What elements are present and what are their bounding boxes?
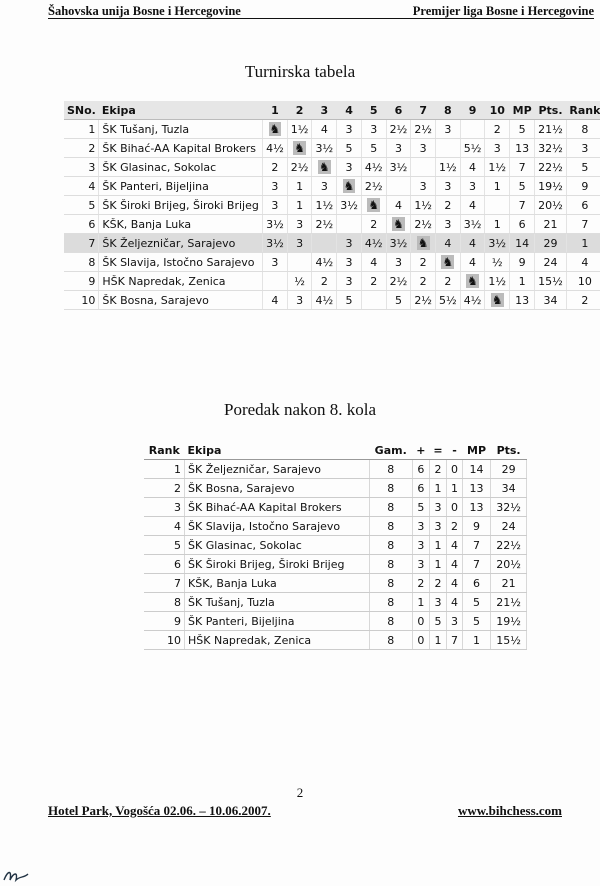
column-header: MP (510, 101, 535, 120)
match-points: 9 (462, 517, 490, 536)
seed-number: 8 (64, 253, 99, 272)
points: 21 (491, 574, 527, 593)
draws: 2 (429, 460, 446, 479)
draws: 3 (429, 517, 446, 536)
result-cell: 3 (337, 158, 362, 177)
match-points: 7 (462, 536, 490, 555)
points: 20½ (491, 555, 527, 574)
result-cell (411, 158, 436, 177)
result-cell: ½ (287, 272, 312, 291)
rank: 1 (566, 234, 600, 253)
result-cell: 4 (460, 234, 485, 253)
rank: 6 (566, 196, 600, 215)
table-row (64, 139, 600, 158)
rank: 3 (566, 139, 600, 158)
result-cell: 1½ (411, 196, 436, 215)
match-points: 13 (462, 479, 490, 498)
points: 24 (535, 253, 567, 272)
result-cell (361, 291, 386, 310)
draws: 2 (429, 574, 446, 593)
match-points: 7 (462, 555, 490, 574)
points: 15½ (491, 631, 527, 650)
losses: 0 (447, 498, 463, 517)
wins: 0 (412, 631, 429, 650)
result-cell: 2½ (287, 158, 312, 177)
result-cell: 3½ (460, 215, 485, 234)
table-row (64, 272, 600, 291)
column-header: Gam. (369, 441, 412, 460)
result-cell: 1½ (485, 158, 510, 177)
page-header (48, 4, 594, 19)
result-cell: 3 (287, 234, 312, 253)
rank: 6 (144, 555, 185, 574)
team-name: ŠK Bosna, Sarajevo (185, 479, 370, 498)
knight-icon: ♞ (318, 160, 330, 174)
result-cell (436, 253, 461, 272)
wins: 2 (412, 574, 429, 593)
table-row (64, 120, 600, 139)
result-cell: 4½ (312, 291, 337, 310)
result-cell: 4 (460, 158, 485, 177)
result-cell (287, 253, 312, 272)
team-name: ŠK Slavija, Istočno Sarajevo (185, 517, 370, 536)
losses: 4 (447, 536, 463, 555)
result-cell: 4 (436, 234, 461, 253)
table-row (64, 291, 600, 310)
points: 22½ (491, 536, 527, 555)
team-name: ŠK Široki Brijeg, Široki Brijeg (99, 196, 263, 215)
column-header: 6 (386, 101, 411, 120)
table-row (144, 536, 527, 555)
seed-number: 1 (64, 120, 99, 139)
standings-title: Poredak nakon 8. kola (223, 400, 377, 419)
team-name: KŠK, Banja Luka (185, 574, 370, 593)
seed-number: 10 (64, 291, 99, 310)
games-played: 8 (369, 574, 412, 593)
result-cell: 3½ (386, 234, 411, 253)
column-header: 2 (287, 101, 312, 120)
result-cell: 2 (411, 272, 436, 291)
column-header: 10 (485, 101, 510, 120)
rank: 2 (144, 479, 185, 498)
seed-number: 4 (64, 177, 99, 196)
result-cell: 4½ (460, 291, 485, 310)
result-cell: 3 (436, 177, 461, 196)
games-played: 8 (369, 479, 412, 498)
result-cell: 1½ (287, 120, 312, 139)
match-points: 13 (510, 291, 535, 310)
result-cell (263, 272, 288, 291)
rank: 7 (144, 574, 185, 593)
table-row (64, 234, 600, 253)
points: 20½ (535, 196, 567, 215)
team-name: ŠK Panteri, Bijeljina (99, 177, 263, 196)
result-cell: 2 (312, 272, 337, 291)
draws: 3 (429, 593, 446, 612)
result-cell: 2½ (411, 215, 436, 234)
team-name: ŠK Bihać-AA Kapital Brokers (99, 139, 263, 158)
result-cell: 1 (287, 177, 312, 196)
result-cell: 2½ (386, 272, 411, 291)
team-name: ŠK Panteri, Bijeljina (185, 612, 370, 631)
column-header: + (412, 441, 429, 460)
rank: 5 (144, 536, 185, 555)
result-cell: 3 (460, 177, 485, 196)
table-row (144, 612, 527, 631)
team-name: ŠK Željezničar, Sarajevo (185, 460, 370, 479)
knight-icon: ♞ (417, 236, 429, 250)
tournament-header-row (64, 101, 600, 120)
games-played: 8 (369, 460, 412, 479)
result-cell (485, 196, 510, 215)
match-points: 5 (510, 177, 535, 196)
result-cell: 4½ (361, 158, 386, 177)
result-cell: 3 (337, 253, 362, 272)
points: 34 (535, 291, 567, 310)
knight-icon: ♞ (393, 217, 404, 231)
team-name: ŠK Bosna, Sarajevo (99, 291, 263, 310)
result-cell (287, 139, 312, 158)
result-cell: 3 (337, 272, 362, 291)
result-cell (386, 177, 411, 196)
games-played: 8 (369, 593, 412, 612)
rank: 9 (144, 612, 185, 631)
draws: 5 (429, 612, 446, 631)
column-header: 3 (312, 101, 337, 120)
points: 34 (491, 479, 527, 498)
team-name: ŠK Glasinac, Sokolac (99, 158, 263, 177)
wins: 3 (412, 536, 429, 555)
rank: 10 (566, 272, 600, 291)
result-cell: 2 (361, 272, 386, 291)
table-row (144, 574, 527, 593)
result-cell: 1½ (312, 196, 337, 215)
result-cell: 3½ (263, 215, 288, 234)
match-points: 1 (462, 631, 490, 650)
header-left-text: Šahovska unija Bosne i Hercegovine (48, 4, 241, 18)
result-cell: 5½ (460, 139, 485, 158)
games-played: 8 (369, 517, 412, 536)
result-cell: 4 (263, 291, 288, 310)
losses: 7 (447, 631, 463, 650)
table-row (64, 215, 600, 234)
result-cell: 4 (460, 253, 485, 272)
footer-website: www.bihchess.com (457, 803, 562, 818)
match-points: 5 (510, 120, 535, 139)
rank: 1 (144, 460, 185, 479)
result-cell: 4 (312, 120, 337, 139)
team-name: HŠK Napredak, Zenica (99, 272, 263, 291)
result-cell: 3 (436, 120, 461, 139)
rank: 5 (566, 158, 600, 177)
wins: 6 (412, 479, 429, 498)
draws: 3 (429, 498, 446, 517)
losses: 3 (447, 612, 463, 631)
table-row (64, 196, 600, 215)
points: 19½ (491, 612, 527, 631)
losses: 2 (447, 517, 463, 536)
points: 24 (491, 517, 527, 536)
rank: 3 (144, 498, 185, 517)
result-cell (337, 177, 362, 196)
result-cell: 2½ (386, 120, 411, 139)
draws: 1 (429, 479, 446, 498)
match-points: 5 (462, 593, 490, 612)
rank: 9 (566, 177, 600, 196)
team-name: ŠK Slavija, Istočno Sarajevo (99, 253, 263, 272)
column-header: - (447, 441, 463, 460)
result-cell: 3 (337, 120, 362, 139)
points: 32½ (491, 498, 527, 517)
result-cell: 2½ (411, 120, 436, 139)
result-cell: 2½ (312, 215, 337, 234)
table-row (144, 555, 527, 574)
match-points: 5 (462, 612, 490, 631)
tournament-title: Turnirska tabela (244, 62, 356, 81)
seed-number: 7 (64, 234, 99, 253)
rank: 8 (566, 120, 600, 139)
table-row (64, 253, 600, 272)
knight-icon: ♞ (294, 141, 306, 155)
result-cell: 3 (386, 139, 411, 158)
column-header: Pts. (535, 101, 567, 120)
result-cell: 4 (460, 196, 485, 215)
result-cell (460, 272, 485, 291)
result-cell: 3 (263, 177, 288, 196)
result-cell: 1 (287, 196, 312, 215)
table-row (144, 631, 527, 650)
table-row (144, 460, 527, 479)
result-cell: 3 (361, 120, 386, 139)
result-cell: 3 (287, 215, 312, 234)
wins: 5 (412, 498, 429, 517)
result-cell: 3 (287, 291, 312, 310)
result-cell: 3½ (386, 158, 411, 177)
draws: 1 (429, 536, 446, 555)
result-cell: 3 (263, 253, 288, 272)
result-cell (386, 215, 411, 234)
result-cell: 3 (337, 234, 362, 253)
rank: 2 (566, 291, 600, 310)
knight-icon: ♞ (343, 179, 355, 193)
match-points: 13 (462, 498, 490, 517)
result-cell: 2 (436, 272, 461, 291)
result-cell: 3 (411, 139, 436, 158)
result-cell: 5½ (436, 291, 461, 310)
team-name: HŠK Napredak, Zenica (185, 631, 370, 650)
result-cell: 1 (485, 215, 510, 234)
match-points: 6 (510, 215, 535, 234)
result-cell: 3 (485, 139, 510, 158)
losses: 4 (447, 574, 463, 593)
match-points: 6 (462, 574, 490, 593)
seed-number: 5 (64, 196, 99, 215)
wins: 6 (412, 460, 429, 479)
result-cell (485, 291, 510, 310)
wins: 3 (412, 517, 429, 536)
table-row (64, 177, 600, 196)
seed-number: 3 (64, 158, 99, 177)
team-name: ŠK Tušanj, Tuzla (99, 120, 263, 139)
result-cell: 3 (436, 215, 461, 234)
games-played: 8 (369, 555, 412, 574)
standings-table (144, 441, 527, 650)
result-cell: 2 (436, 196, 461, 215)
column-header: Ekipa (99, 101, 263, 120)
table-row (144, 498, 527, 517)
result-cell: 5 (386, 291, 411, 310)
draws: 1 (429, 555, 446, 574)
wins: 3 (412, 555, 429, 574)
rank: 7 (566, 215, 600, 234)
result-cell: 2 (361, 215, 386, 234)
points: 15½ (535, 272, 567, 291)
header-right-text: Premijer liga Bosne i Hercegovine (412, 4, 594, 18)
standings-header-row (144, 441, 527, 460)
losses: 4 (447, 593, 463, 612)
points: 32½ (535, 139, 567, 158)
column-header: Pts. (491, 441, 527, 460)
result-cell: ½ (485, 253, 510, 272)
column-header: 1 (263, 101, 288, 120)
match-points: 13 (510, 139, 535, 158)
result-cell (436, 139, 461, 158)
result-cell (411, 234, 436, 253)
team-name: ŠK Bihać-AA Kapital Brokers (185, 498, 370, 517)
match-points: 7 (510, 196, 535, 215)
result-cell (263, 120, 288, 139)
result-cell: 4½ (263, 139, 288, 158)
column-header: Rank (566, 101, 600, 120)
rank: 4 (566, 253, 600, 272)
team-name: ŠK Glasinac, Sokolac (185, 536, 370, 555)
seed-number: 6 (64, 215, 99, 234)
column-header: Ekipa (185, 441, 370, 460)
points: 21 (535, 215, 567, 234)
match-points: 1 (510, 272, 535, 291)
games-played: 8 (369, 498, 412, 517)
table-row (144, 479, 527, 498)
games-played: 8 (369, 631, 412, 650)
column-header: 9 (460, 101, 485, 120)
result-cell (460, 120, 485, 139)
result-cell: 2 (411, 253, 436, 272)
result-cell (337, 215, 362, 234)
result-cell: 3½ (312, 139, 337, 158)
points: 29 (535, 234, 567, 253)
result-cell: 3 (386, 253, 411, 272)
match-points: 14 (510, 234, 535, 253)
wins: 0 (412, 612, 429, 631)
result-cell: 3½ (263, 234, 288, 253)
column-header: Rank (144, 441, 185, 460)
column-header: 5 (361, 101, 386, 120)
column-header: 7 (411, 101, 436, 120)
seed-number: 2 (64, 139, 99, 158)
result-cell: 3½ (485, 234, 510, 253)
result-cell: 2 (485, 120, 510, 139)
points: 19½ (535, 177, 567, 196)
table-row (64, 158, 600, 177)
result-cell: 2 (263, 158, 288, 177)
result-cell: 4 (361, 253, 386, 272)
page-number: 2 (296, 785, 304, 800)
knight-icon: ♞ (442, 255, 454, 269)
result-cell: 5 (337, 291, 362, 310)
points: 29 (491, 460, 527, 479)
result-cell: 4½ (361, 234, 386, 253)
losses: 4 (447, 555, 463, 574)
points: 21½ (491, 593, 527, 612)
seed-number: 9 (64, 272, 99, 291)
wins: 1 (412, 593, 429, 612)
table-row (144, 517, 527, 536)
match-points: 14 (462, 460, 490, 479)
games-played: 8 (369, 612, 412, 631)
rank: 10 (144, 631, 185, 650)
result-cell: 5 (361, 139, 386, 158)
column-header: SNo. (64, 101, 99, 120)
result-cell: 3 (312, 177, 337, 196)
losses: 1 (447, 479, 463, 498)
result-cell: 2½ (361, 177, 386, 196)
match-points: 9 (510, 253, 535, 272)
team-name: ŠK Tušanj, Tuzla (185, 593, 370, 612)
rank: 8 (144, 593, 185, 612)
column-header: = (429, 441, 446, 460)
result-cell: 3 (263, 196, 288, 215)
rank: 4 (144, 517, 185, 536)
result-cell (361, 196, 386, 215)
result-cell: 5 (337, 139, 362, 158)
result-cell (312, 158, 337, 177)
team-name: ŠK Željezničar, Sarajevo (99, 234, 263, 253)
tournament-table (64, 101, 600, 310)
result-cell: 1½ (436, 158, 461, 177)
table-row (144, 593, 527, 612)
result-cell: 4 (386, 196, 411, 215)
match-points: 7 (510, 158, 535, 177)
team-name: KŠK, Banja Luka (99, 215, 263, 234)
knight-icon: ♞ (368, 198, 380, 212)
result-cell: 3½ (337, 196, 362, 215)
result-cell: 2½ (411, 291, 436, 310)
footer-venue-dates: Hotel Park, Vogošća 02.06. – 10.06.2007. (48, 803, 271, 818)
team-name: ŠK Široki Brijeg, Široki Brijeg (185, 555, 370, 574)
result-cell: 3 (411, 177, 436, 196)
result-cell: 1 (485, 177, 510, 196)
knight-icon: ♞ (467, 274, 478, 288)
knight-icon: ♞ (269, 122, 281, 136)
games-played: 8 (369, 536, 412, 555)
points: 22½ (535, 158, 567, 177)
draws: 1 (429, 631, 446, 650)
result-cell: 4½ (312, 253, 337, 272)
knight-icon: ♞ (491, 293, 503, 307)
result-cell (312, 234, 337, 253)
column-header: 4 (337, 101, 362, 120)
losses: 0 (447, 460, 463, 479)
points: 21½ (535, 120, 567, 139)
column-header: 8 (436, 101, 461, 120)
column-header: MP (462, 441, 490, 460)
result-cell: 1½ (485, 272, 510, 291)
signature-mark (0, 866, 40, 886)
